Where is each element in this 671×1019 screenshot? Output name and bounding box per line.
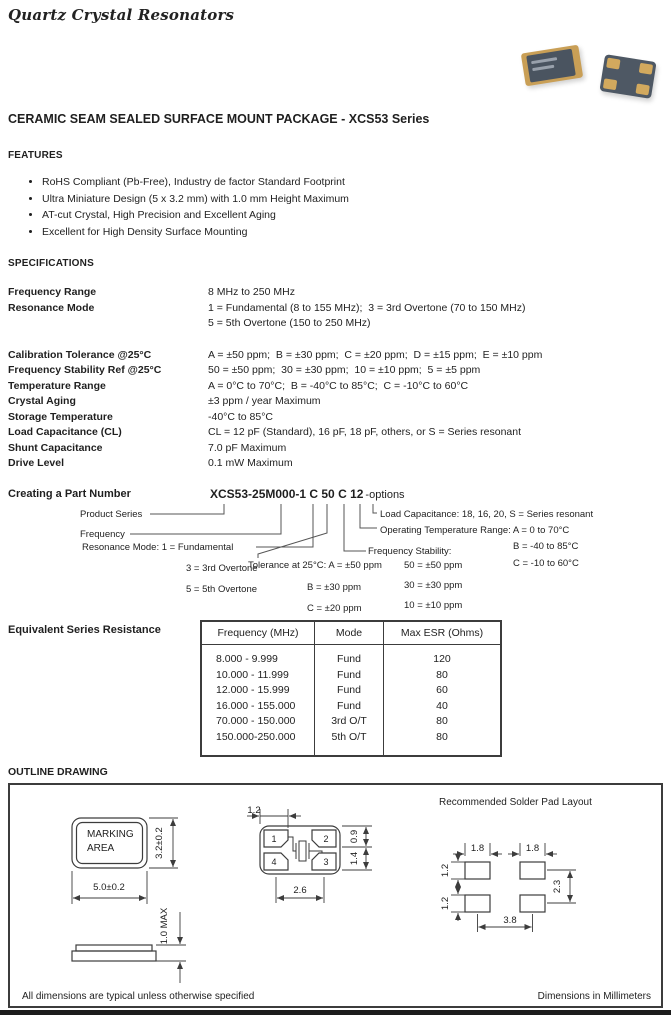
spec-label: Drive Level: [8, 457, 65, 469]
spec-value: -40°C to 85°C: [208, 410, 274, 423]
outline-footer-units: Dimensions in Millimeters: [537, 991, 651, 1002]
esr-header-row: [201, 621, 501, 645]
pn-label-resonance-5: 5 = 5th Overtone: [186, 584, 258, 595]
feature-item: • AT-cut Crystal, High Precision and Excellent Aging: [42, 207, 349, 224]
spec-row: [8, 394, 666, 410]
spec-row: [8, 348, 666, 364]
part-number-heading: Creating a Part Number: [8, 488, 131, 500]
esr-col-mode: Mode: [315, 621, 384, 645]
esr-cell: 8.000 - 9.999: [216, 653, 278, 665]
part-number-connector-lines: [0, 487, 671, 620]
dim-pad-top: 0.9: [349, 829, 360, 844]
pin-3-label: 3: [323, 857, 329, 867]
crystal-marking-line: [532, 65, 554, 71]
pin-4-label: 4: [271, 857, 277, 867]
spec-row: [8, 379, 666, 395]
crystal-pad: [606, 58, 620, 70]
part-number-value: XCS53-25M000-1 C 50 C 12: [210, 487, 364, 501]
spec-row: [8, 285, 666, 301]
dim-land-vpitch: 2.3: [552, 879, 563, 894]
pn-label-stability-10: 10 = ±10 ppm: [404, 600, 463, 611]
spec-label: Calibration Tolerance @25°C: [8, 348, 152, 361]
part-number-code: [210, 487, 405, 501]
outline-footer-note: All dimensions are typical unless otherwise specified: [22, 991, 255, 1002]
spec-value: 8 MHz to 250 MHz: [208, 286, 295, 298]
esr-cell: 150.000-250.000: [216, 730, 296, 743]
spec-row: [8, 441, 666, 457]
crystal-symbol: [288, 837, 322, 861]
crystal-pad: [639, 63, 653, 75]
dim-body-height: 3.2±0.2: [154, 827, 165, 859]
spec-label: Frequency Stability Ref @25°C: [8, 364, 162, 376]
pn-label-frequency: Frequency: [80, 529, 125, 540]
features-list: [26, 174, 349, 240]
esr-cell: 70.000 - 150.000: [216, 715, 296, 727]
spec-label: Crystal Aging: [8, 395, 76, 407]
esr-table: [200, 620, 502, 757]
esr-cell: 80: [384, 730, 502, 757]
dim-pad-offset: 1.2: [247, 805, 261, 816]
dim-land-width-2: 1.8: [525, 843, 540, 854]
pn-label-tolerance: Tolerance at 25°C: A = ±50 ppm: [248, 560, 382, 571]
pn-label-load-capacitance: Load Capacitance: 18, 16, 20, S = Series resonant: [380, 509, 594, 520]
crystal-pad: [603, 78, 617, 90]
esr-cell: 120: [384, 645, 502, 668]
pn-label-operating-temp-c: C = -10 to 60°C: [513, 558, 579, 569]
pn-label-resonance-3: 3 = 3rd Overtone: [186, 563, 258, 574]
brand-title: Quartz Crystal Resonators: [8, 6, 235, 24]
dim-body-width: 5.0±0.2: [93, 882, 125, 893]
esr-cell: 10.000 - 11.999: [216, 668, 289, 681]
spec-value: 1 = Fundamental (8 to 155 MHz); 3 = 3rd Overtone (70 to 150 MHz): [208, 301, 526, 314]
dim-thickness: 1.0 MAX: [159, 907, 170, 945]
package-side-view: [72, 945, 156, 961]
pn-label-operating-temp: Operating Temperature Range: A = 0 to 70°C: [380, 525, 570, 536]
pn-label-stability-50: 50 = ±50 ppm: [404, 560, 463, 571]
esr-cell: Fund: [315, 645, 384, 668]
pin-2-label: 2: [323, 834, 329, 844]
dim-land-width-1: 1.8: [470, 843, 485, 854]
spec-value: A = ±50 ppm; B = ±30 ppm; C = ±20 ppm; D = ±15 ppm; E = ±10 ppm: [208, 348, 543, 361]
features-heading: FEATURES: [8, 150, 63, 161]
esr-cell: 3rd O/T: [315, 714, 384, 730]
spec-value: CL = 12 pF (Standard), 16 pF, 18 pF, others, or S = Series resonant: [208, 426, 522, 438]
marking-area-label: AREA: [87, 843, 115, 854]
esr-heading: Equivalent Series Resistance: [8, 624, 161, 636]
crystal-pad: [635, 83, 649, 95]
solder-pad-layout-title: Recommended Solder Pad Layout: [439, 797, 592, 808]
specifications-heading: SPECIFICATIONS: [8, 258, 94, 269]
page-title: CERAMIC SEAM SEALED SURFACE MOUNT PACKAGE - XCS53 Series: [8, 112, 430, 126]
esr-cell: 16.000 - 155.000: [216, 699, 296, 712]
spec-value: A = 0°C to 70°C; B = -40°C to 85°C; C = -10°C to 60°C: [208, 379, 469, 392]
spec-label: Resonance Mode: [8, 301, 95, 314]
dim-land-height-1: 1.2: [440, 863, 451, 878]
outline-drawing-heading: OUTLINE DRAWING: [8, 766, 108, 778]
part-number-options-suffix: -options: [365, 489, 405, 501]
spec-label: Frequency Range: [8, 286, 97, 298]
pin-1-label: 1: [271, 834, 277, 844]
table-row: [201, 714, 501, 730]
spacer: [8, 332, 666, 348]
spec-label: Storage Temperature: [8, 410, 113, 423]
table-row: [201, 683, 501, 699]
feature-item: • Ultra Miniature Design (5 x 3.2 mm) with 1.0 mm Height Maximum: [42, 191, 349, 208]
dim-land-height-2: 1.2: [440, 896, 451, 911]
spec-label: Load Capacitance (CL): [8, 426, 122, 438]
pn-label-tolerance-c: C = ±20 ppm: [307, 603, 362, 614]
feature-item: • RoHS Compliant (Pb-Free), Industry de factor Standard Footprint: [42, 174, 349, 191]
pn-label-stability-30: 30 = ±30 ppm: [404, 580, 463, 591]
spec-value: 0.1 mW Maximum: [208, 457, 293, 469]
esr-cell: Fund: [315, 668, 384, 684]
esr-cell: 60: [384, 683, 502, 699]
pn-label-tolerance-b: B = ±30 ppm: [307, 582, 362, 593]
table-row: [201, 645, 501, 668]
spec-row: [8, 410, 666, 426]
outline-drawing: [10, 785, 661, 1006]
pn-label-product-series: Product Series: [80, 509, 143, 520]
crystal-marking-line: [531, 57, 557, 64]
esr-col-maxesr: Max ESR (Ohms): [384, 621, 502, 645]
pn-label-operating-temp-b: B = -40 to 85°C: [513, 541, 579, 552]
esr-cell: 40: [384, 699, 502, 715]
esr-cell: 80: [384, 668, 502, 684]
spec-row: [8, 456, 666, 472]
spec-row: [8, 301, 666, 332]
pn-label-stability: Frequency Stability:: [368, 546, 452, 557]
esr-cell: 12.000 - 15.999: [216, 684, 290, 696]
esr-cell: Fund: [315, 699, 384, 715]
spec-value: 5 = 5th Overtone (150 to 250 MHz): [208, 317, 371, 329]
spec-value: ±3 ppm / year Maximum: [208, 395, 321, 407]
part-number-diagram: [0, 487, 671, 620]
feature-item: • Excellent for High Density Surface Mounting: [42, 224, 349, 241]
pn-label-resonance-mode: Resonance Mode: 1 = Fundamental: [82, 542, 234, 553]
spec-value: 7.0 pF Maximum: [208, 441, 287, 454]
spec-label: Temperature Range: [8, 379, 106, 392]
esr-cell: Fund: [315, 683, 384, 699]
marking-area-label: MARKING: [87, 829, 134, 840]
esr-col-frequency: Frequency (MHz): [201, 621, 315, 645]
crystal-photo-top-view: [521, 45, 583, 87]
dim-pad-span: 2.6: [293, 885, 307, 896]
spec-label: Shunt Capacitance: [8, 441, 103, 454]
spec-row: [8, 425, 666, 441]
spec-value: 50 = ±50 ppm; 30 = ±30 ppm; 10 = ±10 ppm; 5 = ±5 ppm: [208, 364, 481, 376]
crystal-lid: [526, 49, 576, 83]
dim-pad-gap: 1.4: [349, 851, 360, 866]
table-row: [201, 699, 501, 715]
esr-section: [0, 618, 671, 762]
specifications-list: [8, 285, 666, 472]
table-row: [201, 730, 501, 757]
solder-pads: [465, 862, 545, 912]
esr-cell: 5th O/T: [315, 730, 384, 757]
page-footer-bar: [0, 1010, 671, 1015]
table-row: [201, 668, 501, 684]
crystal-photo-bottom-view: [599, 54, 656, 99]
dim-land-hpitch: 3.8: [503, 915, 517, 926]
spec-row: [8, 363, 666, 379]
esr-cell: 80: [384, 714, 502, 730]
outline-drawing-box: [8, 783, 663, 1008]
